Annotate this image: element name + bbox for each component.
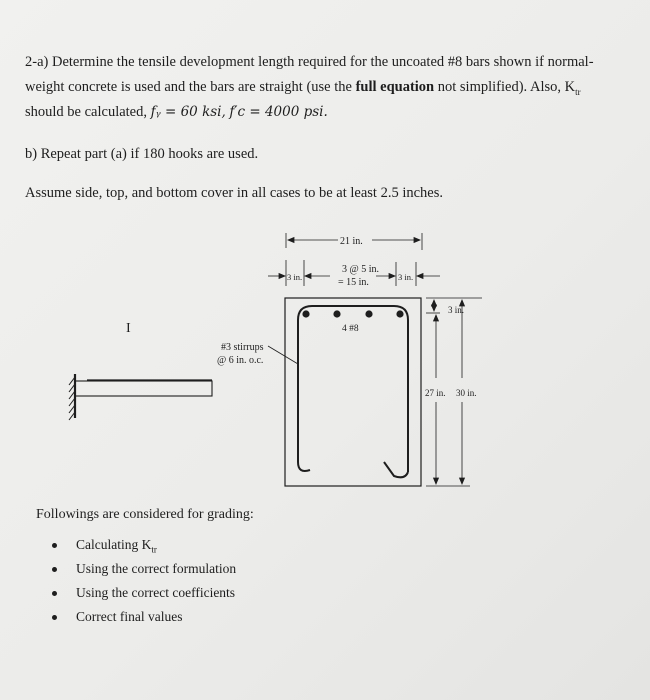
total-depth-label: 30 in.: [456, 388, 477, 398]
full-equation-emphasis: full equation: [355, 79, 435, 95]
left-cover-label: 3 in.: [287, 272, 303, 282]
bar-2: [333, 310, 340, 317]
bullet-icon: [52, 543, 57, 548]
grading-heading: Followings are considered for grading:: [36, 507, 254, 522]
bar-1: [302, 310, 309, 317]
right-cover-label: 3 in.: [398, 272, 414, 282]
grading-item-sub: tr: [151, 544, 157, 555]
effective-depth-label: 27 in.: [425, 388, 446, 398]
bullet-icon: [52, 567, 57, 572]
grading-item: [52, 535, 236, 559]
bullet-icon: [52, 615, 57, 620]
spacing-label-1: 3 @ 5 in.: [342, 264, 379, 275]
ktr-subscript: tr: [575, 86, 581, 97]
grading-list: [52, 535, 236, 631]
problem-line-2-start: weight concrete is used and the bars are straight (use the: [25, 79, 356, 95]
stirrup-leader: [268, 346, 298, 364]
top-dimension-label: 3 in.: [448, 305, 465, 315]
stirrups-label-2: @ 6 in. o.c.: [217, 355, 264, 366]
spacing-label-2: = 15 in.: [338, 277, 369, 288]
stirrup-right-hook: [384, 462, 408, 477]
grading-item: [52, 583, 236, 607]
longitudinal-bars: [302, 310, 403, 317]
cantilever-elevation: [69, 374, 212, 420]
i-section-symbol: I: [126, 321, 131, 336]
bar-3: [365, 310, 372, 317]
fc-value: f′c = 4000 psi.: [229, 104, 328, 120]
bar-4: [396, 310, 403, 317]
grading-item: [52, 559, 236, 583]
bullet-icon: [52, 591, 57, 596]
stirrups-label-1: #3 stirrups: [221, 342, 264, 353]
problem-part-b: b) Repeat part (a) if 180 hooks are used.: [25, 146, 259, 162]
grading-item: [52, 607, 236, 631]
problem-line-3-start: should be calculated,: [25, 104, 151, 120]
cover-assumption: Assume side, top, and bottom cover in all cases to be at least 2.5 inches.: [25, 185, 443, 201]
grading-item-text: Calculating K: [76, 537, 152, 552]
width-label: 21 in.: [340, 236, 363, 247]
beam-elevation: [75, 381, 212, 396]
fy-value: fᵧ = 60 ksi,: [150, 104, 226, 120]
grading-item-text: Correct final values: [76, 609, 183, 624]
bars-label: 4 #8: [342, 324, 359, 334]
stirrup-left-hook: [298, 320, 310, 471]
grading-item-text: Using the correct formulation: [76, 561, 237, 576]
problem-line-2-end: not simplified). Also, K: [434, 79, 576, 95]
grading-item-text: Using the correct coefficients: [76, 585, 236, 600]
problem-line-1: 2-a) Determine the tensile development length required for the uncoated #8 bars shown if normal-: [25, 54, 594, 70]
